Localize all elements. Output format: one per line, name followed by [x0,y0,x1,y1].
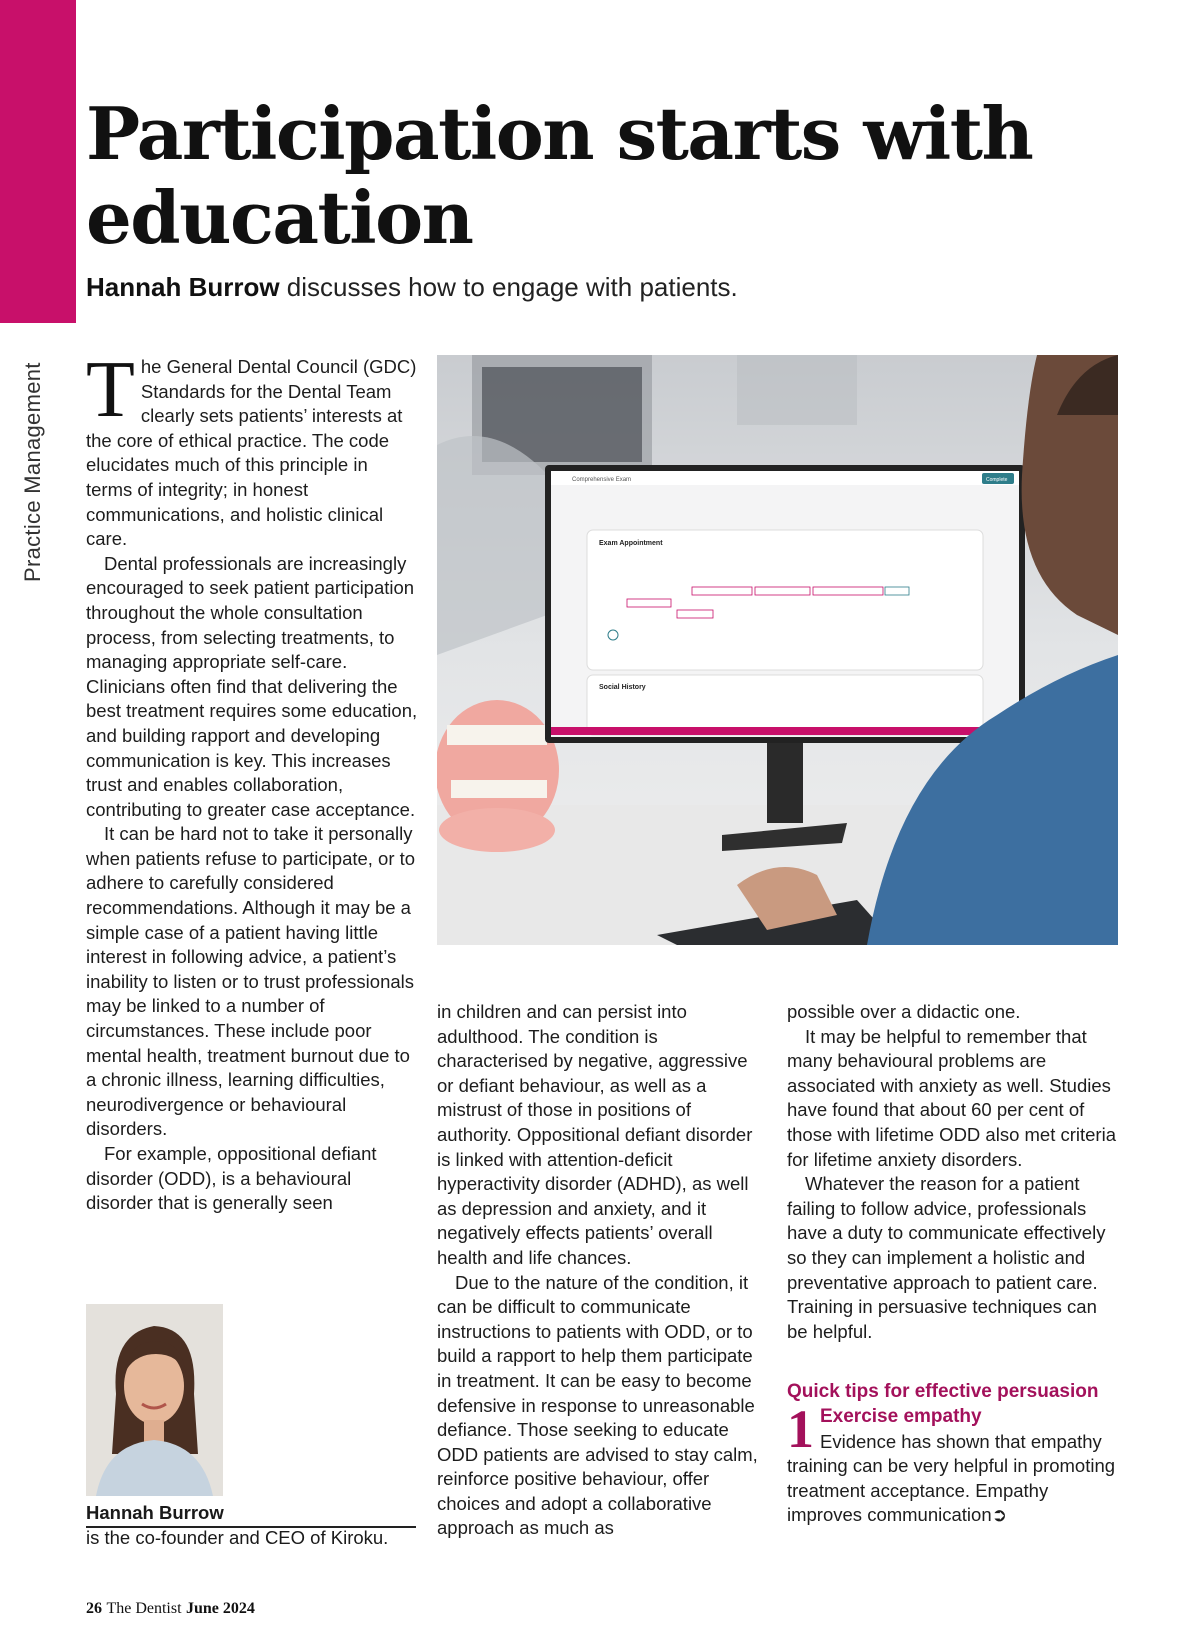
standfirst [86,272,1086,303]
screen-button: Complete [986,477,1008,483]
screen-card-title: Social History [599,684,646,691]
drop-cap: T [86,346,135,434]
screen-header: Comprehensive Exam [572,477,632,483]
article-paragraph [86,346,418,552]
article-paragraph: possible over a didactic one. [787,1001,1021,1022]
tip-text: Evidence has shown that empathy training can be very helpful in promoting treatment acceptance. Empathy improves communication [787,1430,1116,1526]
article-paragraph: in children and can persist into adulthood. The condition is characterised by negative, aggressive or defiant behaviour, as well as a mistrust of those in positions of authority. Oppositional defiant disorder is linked with attention-deficit hyperactivity disorder (ADHD), as well as depression and anxiety, and it negatively effects patients’ overall health and life chances. [437,1001,753,1268]
article-title: Participation starts with education [86,91,1033,260]
article-photo [437,355,1118,945]
author-photo [86,1304,223,1496]
page-footer [86,1600,255,1618]
article-paragraph: It can be hard not to take it personally when patients refuse to participate, or to adhere to carefully considered recommendations. Although it may be a simple case of a patient having little interest in following advice, a patient’s inability to listen or to trust professionals may be linked to a number of circumstances. These include poor mental health, treatment burnout due to a chronic illness, learning difficulties, neurodivergence or behavioural disorders. [86,823,416,1140]
magazine-name: The Dentist [106,1600,182,1617]
standfirst-text: discusses how to engage with patients. [279,272,738,302]
screen-card-title: Exam Appointment [599,540,663,547]
issue-date: June 2024 [186,1600,255,1617]
tip-item [787,1398,1117,1528]
byline-role: is the co-founder and CEO of Kiroku. [86,1527,389,1548]
standfirst-author: Hannah Burrow [86,272,280,302]
article-paragraph: Due to the nature of the condition, it can be difficult to communicate instructions to patients with ODD, or to build a rapport to help them participate in treatment. It can be easy to become defensive in response to unreasonable defiance. Those seeking to educate ODD patients are advised to stay calm, reinforce positive behaviour, offer choices and adopt a collaborative approach as much as [437,1271,758,1539]
page-number: 26 [86,1600,102,1617]
tip-title: Exercise empathy [820,1405,982,1427]
paragraph-text: he General Dental Council (GDC) Standards for the Dental Team clearly sets patients’ interests at the core of ethical practice. The code elucidates much of this principle in terms of integrity; in honest communications, and holistic clinical care. [86,356,417,550]
tips-heading: Quick tips for effective persuasion [787,1381,1099,1403]
article-column-3 [787,1000,1117,1528]
byline-name: Hannah Burrow [86,1502,416,1528]
article-column-1 [86,346,418,1216]
article-paragraph: Whatever the reason for a patient failing to follow advice, professionals have a duty to communicate effectively so they can implement a holistic and preventative approach to patient care. Training in persuasive techniques can be helpful. [787,1173,1106,1342]
tip-number: 1 [787,1398,814,1459]
article-paragraph: It may be helpful to remember that many behavioural problems are associated with anxiety as well. Studies have found that about 60 per cent of those with lifetime ODD also met criteria for lifetime anxiety disorders. [787,1025,1116,1170]
article-paragraph: For example, oppositional defiant disorder (ODD), is a behavioural disorder that is generally seen [86,1143,377,1214]
article-paragraph: Dental professionals are increasingly encouraged to seek patient participation throughout the whole consultation process, from selecting treatments, to managing appropriate self-care. Clinicians often find that delivering the best treatment requires some education, and building rapport and developing communication is key. This increases trust and enables collaboration, contributing to greater case acceptance. [86,552,418,820]
article-column-2 [437,1000,767,1541]
section-label: Practice Management [20,362,45,582]
author-portrait-illustration [86,1304,223,1496]
continue-arrow-icon: ➲ [991,1504,1008,1526]
dental-office-illustration [437,355,1118,945]
section-accent-bar [0,0,76,323]
